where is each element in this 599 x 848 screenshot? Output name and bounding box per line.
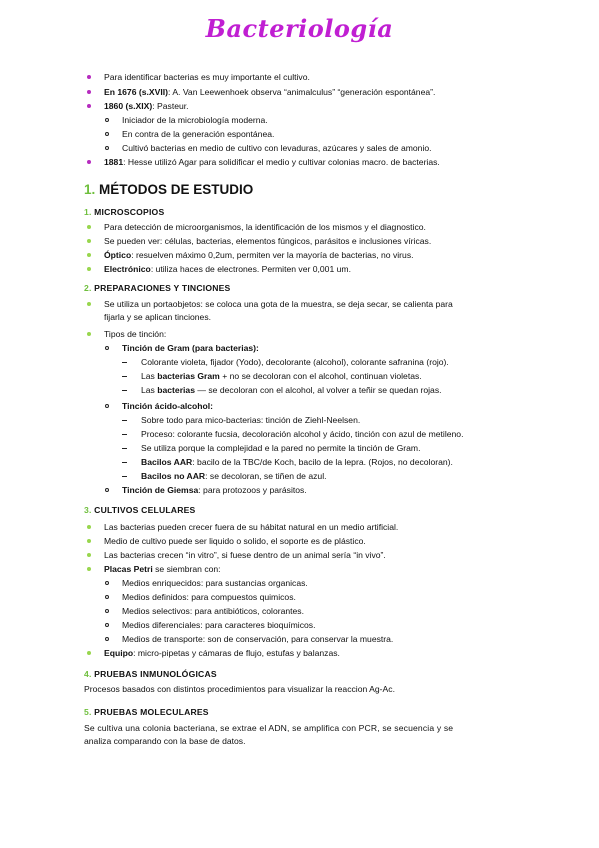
gram-pos-text: + no se decoloran con el alcohol, continuan violetas.	[222, 371, 422, 381]
gram-item-2	[141, 370, 422, 382]
cultivos-bullet-4	[104, 563, 221, 575]
intro-sub-2: En contra de la generación espontánea.	[122, 129, 275, 139]
preparaciones-bullet-1-line-2: fijarla y se aplican tinciones.	[104, 312, 211, 322]
microscopios-bullet-4	[104, 263, 351, 275]
sub-bullet-circle	[105, 581, 109, 585]
microscopios-heading	[84, 207, 164, 217]
bullet-dot	[87, 567, 91, 571]
sub-bullet-circle	[105, 132, 109, 136]
medio-item-5: Medios de transporte: son de conservación, para conservar la muestra.	[122, 634, 394, 644]
bullet-dot	[87, 553, 91, 557]
section-1-title: MÉTODOS DE ESTUDIO	[99, 182, 254, 197]
noaar-text: : se decoloran, se tiñen de azul.	[205, 471, 327, 481]
intro-bullet-3-bold: 1860 (s.XIX)	[104, 101, 153, 111]
microscopios-bullet-3	[104, 249, 414, 261]
sub-bullet-circle	[105, 595, 109, 599]
sub-bullet-circle	[105, 146, 109, 150]
moleculares-heading	[84, 707, 209, 717]
page-title: Bacteriología	[205, 14, 394, 43]
bullet-dot	[87, 90, 91, 94]
giemsa-item	[122, 484, 307, 496]
medio-item-2: Medios definidos: para compuestos quimicos.	[122, 592, 296, 602]
bullet-dot	[87, 160, 91, 164]
dash-bullet	[122, 476, 127, 477]
acido-title: Tinción ácido-alcohol:	[122, 401, 214, 411]
cultivos-title: CULTIVOS CELULARES	[94, 505, 196, 515]
bullet-dot	[87, 539, 91, 543]
intro-bullet-3	[104, 100, 189, 112]
microscopios-number: 1.	[84, 207, 92, 217]
inmuno-text: Procesos basados con distintos procedimientos para visualizar la reaccion Ag-Ac.	[84, 684, 395, 694]
dash-bullet	[122, 390, 127, 391]
gram-neg-text: — se decoloran con el alcohol, al volver a teñir se quedan rojas.	[197, 385, 442, 395]
bullet-dot	[87, 104, 91, 108]
bullet-dot	[87, 651, 91, 655]
sub-bullet-circle	[105, 404, 109, 408]
bullet-dot	[87, 75, 91, 79]
microscopios-bullet-2: Se pueden ver: células, bacterias, elementos fúngicos, parásitos e inclusiones víricas.	[104, 236, 432, 246]
cultivos-bullet-3: Las bacterias crecen “in vitro”, si fuese dentro de un animal sería “in vivo”.	[104, 550, 386, 560]
preparaciones-heading	[84, 283, 231, 293]
equipo-text: : micro-pipetas y cámaras de flujo, estufas y balanzas.	[133, 648, 340, 658]
gram-pos-bold: bacterias Gram	[157, 371, 220, 381]
noaar-item	[141, 470, 327, 482]
optico-label: Óptico	[104, 250, 132, 260]
placas-petri-text: se siembran con:	[152, 564, 221, 574]
electronico-text: : utiliza haces de electrones. Permiten ver 0,001 um.	[150, 264, 351, 274]
microscopios-bullet-1: Para detección de microorganismos, la identificación de los mismos y el diagnostico.	[104, 222, 426, 232]
dash-bullet	[122, 448, 127, 449]
aar-item	[141, 456, 453, 468]
cultivos-heading	[84, 505, 196, 515]
gram-title: Tinción de Gram (para bacterias):	[122, 343, 259, 353]
medio-item-1: Medios enriquecidos: para sustancias organicas.	[122, 578, 308, 588]
bullet-dot	[87, 225, 91, 229]
bullet-dot	[87, 525, 91, 529]
aar-label: Bacilos AAR	[141, 457, 193, 467]
bullet-dot	[87, 253, 91, 257]
optico-text: : resuelven máximo 0,2um, permiten ver la mayoría de bacterias, no virus.	[131, 250, 414, 260]
medio-item-3: Medios selectivos: para antibióticos, colorantes.	[122, 606, 304, 616]
cultivos-bullet-5	[104, 647, 340, 659]
bullet-dot	[87, 267, 91, 271]
placas-petri-label: Placas Petri	[104, 564, 153, 574]
cultivos-bullet-2: Medio de cultivo puede ser liquido o solido, el soporte es de plástico.	[104, 536, 366, 546]
section-1-number: 1.	[84, 182, 96, 197]
sub-bullet-circle	[105, 488, 109, 492]
intro-bullet-1: Para identificar bacterias es muy importante el cultivo.	[104, 72, 310, 82]
intro-sub-3: Cultivó bacterias en medio de cultivo con levaduras, azúcares y sales de amonio.	[122, 143, 432, 153]
preparaciones-number: 2.	[84, 283, 92, 293]
intro-bullet-2-bold: En 1676 (s.XVII)	[104, 87, 169, 97]
acido-item-3: Se utiliza porque la complejidad e la pared no permite la tinción de Gram.	[141, 443, 421, 453]
section-1-heading	[84, 182, 253, 197]
preparaciones-bullet-2: Tipos de tinción:	[104, 329, 167, 339]
intro-sub-1: Iniciador de la microbiología moderna.	[122, 115, 268, 125]
cultivos-number: 3.	[84, 505, 92, 515]
equipo-label: Equipo	[104, 648, 134, 658]
sub-bullet-circle	[105, 637, 109, 641]
medio-item-4: Medios diferenciales: para caracteres bioquímicos.	[122, 620, 316, 630]
moleculares-title: PRUEBAS MOLECULARES	[94, 707, 209, 717]
sub-bullet-circle	[105, 346, 109, 350]
inmuno-title: PRUEBAS INMUNOLÓGICAS	[94, 669, 217, 679]
gram-item-1: Colorante violeta, fijador (Yodo), decolorante (alcohol), colorante safranina (rojo).	[141, 357, 449, 367]
giemsa-label: Tinción de Giemsa	[122, 485, 199, 495]
gram-neg-bold: bacterias	[157, 385, 195, 395]
preparaciones-title: PREPARACIONES Y TINCIONES	[94, 283, 231, 293]
inmuno-number: 4.	[84, 669, 92, 679]
intro-bullet-4-bold: 1881	[104, 157, 124, 167]
intro-bullet-4-text: : Hesse utilizó Agar para solidificar el medio y cultivar colonias macro. de bacterias.	[123, 157, 440, 167]
dash-bullet	[122, 420, 127, 421]
intro-bullet-3-text: : Pasteur.	[152, 101, 189, 111]
noaar-label: Bacilos no AAR	[141, 471, 206, 481]
electronico-label: Electrónico	[104, 264, 151, 274]
dash-bullet	[122, 376, 127, 377]
intro-bullet-2	[104, 86, 435, 98]
bullet-dot	[87, 302, 91, 306]
moleculares-text-line-2: analiza comparando con la base de datos.	[84, 736, 246, 746]
microscopios-title: MICROSCOPIOS	[94, 207, 165, 217]
cultivos-bullet-1: Las bacterias pueden crecer fuera de su hábitat natural en un medio artificial.	[104, 522, 399, 532]
aar-text: : bacilo de la TBC/de Koch, bacilo de la lepra. (Rojos, no decoloran).	[192, 457, 453, 467]
acido-item-2: Proceso: colorante fucsia, decoloración alcohol y ácido, tinción con azul de metileno.	[141, 429, 464, 439]
intro-bullet-4	[104, 156, 440, 168]
acido-item-1: Sobre todo para mico-bacterias: tinción de Ziehl-Neelsen.	[141, 415, 361, 425]
gram-pos-pre: Las	[141, 371, 158, 381]
moleculares-text-line-1: Se cultiva una colonia bacteriana, se extrae el ADN, se amplifica con PCR, se secuencia y se	[84, 723, 454, 733]
inmuno-heading	[84, 669, 217, 679]
gram-neg-pre: Las	[141, 385, 158, 395]
bullet-dot	[87, 332, 91, 336]
sub-bullet-circle	[105, 609, 109, 613]
dash-bullet	[122, 434, 127, 435]
moleculares-number: 5.	[84, 707, 92, 717]
dash-bullet	[122, 462, 127, 463]
gram-item-3	[141, 384, 442, 396]
sub-bullet-circle	[105, 118, 109, 122]
intro-bullet-2-text: : A. Van Leewenhoek observa “animalculus” “generación espontánea”.	[168, 87, 436, 97]
sub-bullet-circle	[105, 623, 109, 627]
dash-bullet	[122, 362, 127, 363]
preparaciones-bullet-1-line-1: Se utiliza un portaobjetos: se coloca una gota de la muestra, se deja secar, se calienta para	[104, 299, 453, 309]
bullet-dot	[87, 239, 91, 243]
giemsa-text: : para protozoos y parásitos.	[198, 485, 307, 495]
